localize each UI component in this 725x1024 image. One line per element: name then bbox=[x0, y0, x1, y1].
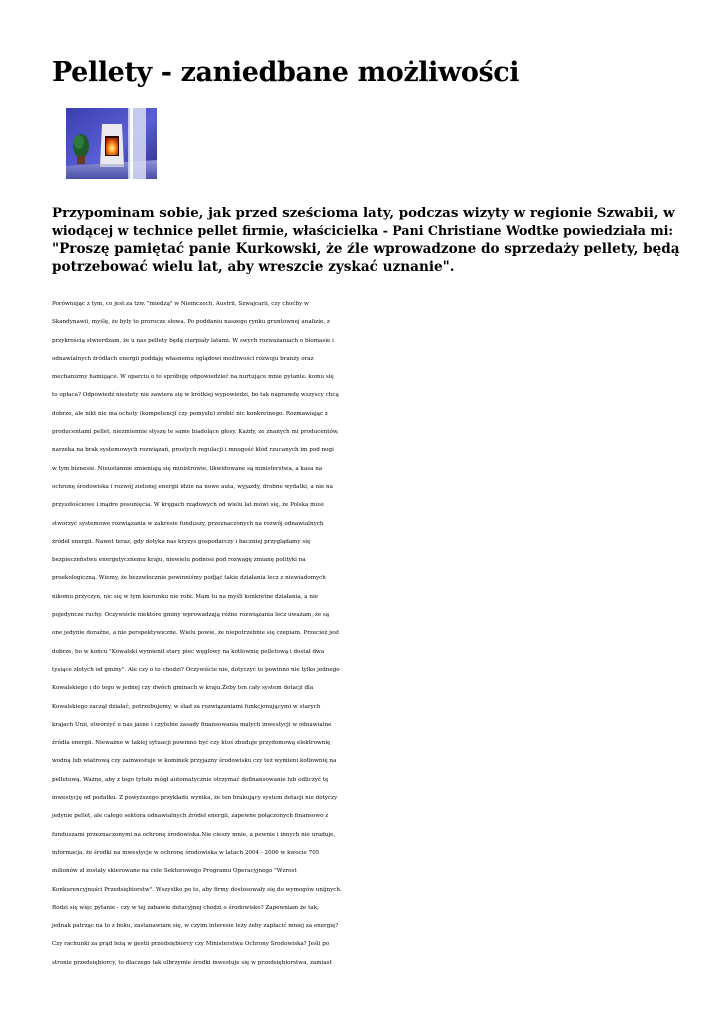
lead-line: wiodącej w technice pellet firmie, właścicielka - Pani Christiane Wodtke powiedziała mi: bbox=[52, 223, 674, 238]
body-line: wodną lub wiatrową czy zainwestuje w kominek przyjazny środowisku czy też wymieni kotłownię na bbox=[52, 758, 337, 765]
lead-line: "Proszę pamiętać panie Kurkowski, że źle wprowadzone do sprzedaży pellety, będą bbox=[52, 241, 680, 257]
body-line: milionów zł zostały skierowane na cele Sektorowego Programu Operacyjnego "Wzrost bbox=[52, 868, 297, 875]
body-line: inwestycję od podatku. Z powyższego przykładu wynika, że ten brakujący system dotacji nie dotyczy bbox=[52, 795, 338, 802]
body-line: pelletową. Ważne, aby z tego tytułu mógł automatycznie otrzymać dofinansowanie lub odliczyć tę bbox=[52, 776, 329, 783]
body-line: Rodzi się więc pytanie - czy w tej zabawie dotacyjnej chodzi o środowisko? Zapewniam że tak, bbox=[52, 904, 319, 911]
body-line: odnawialnych źródłach energii poddaję własnemu oglądowi możliwości rozwoju branży oraz bbox=[52, 355, 314, 362]
lead-line: potrzebować wielu lat, aby wreszcie zyskać uznanie". bbox=[52, 259, 455, 275]
body-line: narzeka na brak systemowych rozwiązań, prostych regulacji i mnogość kłód rzucanych im pod nogi bbox=[52, 447, 334, 454]
body-line: ochronę środowiska i rozwój zielonej energii idzie na nowe auta, wyjazdy, drobne wydatki, a nie na bbox=[52, 483, 333, 490]
body-line: pojedyncze ruchy. Oczywiście niektóre gminy wprowadzają różne rozwiązania lecz uważam, że są bbox=[52, 612, 330, 619]
body-line: tysiące złotych od gminy". Ale czy o to chodzi? Oczywiście nie, dotyczyć to powinno nie tylko jednego bbox=[52, 666, 340, 673]
body-line: mechanizmy hamujące. W oparciu o to spróbuję odpowiedzieć na nurtujące mnie pytanie. komu się bbox=[52, 374, 334, 381]
body-line: Konkurencyjności Przedsiębiorstw". Wszystko po to, aby firmy dostosowały się do wymogów unijnych. bbox=[52, 886, 342, 893]
lead-paragraph bbox=[52, 204, 682, 276]
body-line: źródła energii. Nieważne w takiej sytuacji powinno być czy ktoś zbuduje przydomową elektrownię bbox=[52, 740, 331, 747]
body-line: nikomu przyczyn, nic się w tym kierunku nie robi. Mam tu na myśli konkretne działania, a nie bbox=[52, 593, 319, 600]
body-line: Porównując z tym, co jest za tzw. "miedzą" w Niemczech, Austrii, Szwajcarii, czy choćby w bbox=[52, 301, 309, 307]
body-line: krajach Unii, stworzyć u nas jasne i czytelne zasady finansowania małych inwestycji w odnawialne bbox=[52, 721, 332, 728]
article-title: Pellety - zaniedbane możliwości bbox=[52, 57, 520, 88]
lead-line: Przypominam sobie, jak przed sześcioma laty, podczas wizyty w regionie Szwabii, w bbox=[52, 205, 675, 221]
body-line: stworzyć systemowe rozwiązania w zakresie funduszy, przeznaczonych na rozwój odnawialnych bbox=[52, 520, 324, 527]
body-line: proekologiczną. Wiemy, że bezzwłocznie powinniśmy podjąć takie działania lecz z niewiadomych bbox=[52, 575, 326, 582]
body-line: dobrze, ale nikt nie ma ochoty (kompetencji czy pomysłu) zrobić nic konkretnego. Rozmawiając z bbox=[52, 410, 328, 417]
body-line: Kowalskiego i do tego w jednej czy dwóch gminach w kraju.Żeby ten cały system dotacji dla bbox=[52, 685, 314, 692]
body-line: Czy rachunki za prąd leżą w gestii przedsiębiorcy czy Ministerstwa Ochrony Środowiska? Jeśli po bbox=[52, 941, 330, 948]
body-line: informacja, że środki na inwestycje w ochronę środowiska w latach 2004 - 2006 w kwocie 705 bbox=[52, 849, 320, 856]
body-line: producentami pellet, niezmiennie słyszę te same biadolące głosy. Każdy, ze znanych mi producentów, bbox=[52, 429, 339, 436]
body-line: stronie przedsiębiorcy, to dlaczego tak olbrzymie środki inwestuje się w przedsiębiorstwa, zamiast bbox=[52, 959, 332, 966]
body-line: przyszłościowe i mądre posunięcia. W kręgach rządowych od wielu lat mówi się, że Polska musi bbox=[52, 502, 324, 509]
body-line: jedynie pellet, ale całego sektora odnawialnych źródeł energii, zapewne połączonych finansowo z bbox=[52, 813, 329, 820]
body-line: bezpieczeństwu energetycznemu kraju, niewielu podnosi pod rozwagę zmianę polityki na bbox=[52, 557, 306, 564]
body-line: to opłaca? Odpowiedź niestety nie zawiera się w krótkiej wypowiedzi, bo tak naprawdę wszyscy chcą bbox=[52, 392, 339, 399]
body-line: źródeł energii. Nawet teraz, gdy dotyka nas kryzys gospodarczy i baczniej przyglądamy się bbox=[52, 538, 311, 545]
body-line: funduszami przeznaczonymi na ochronę środowiska.Nie cieszy mnie, a pewnie i innych nie uraduje, bbox=[52, 831, 336, 838]
body-line: w tym biznesie. Nieustannie zmieniają się ministrowie, likwidowane są ministerstwa, a kasa na bbox=[52, 465, 323, 472]
body-line: Kowalskiego zaczął działać, potrzebujemy, w ślad za rozwiązaniami funkcjonującymi w starych bbox=[52, 703, 321, 710]
body-paragraph bbox=[52, 295, 692, 972]
fireplace-photo-icon bbox=[66, 108, 157, 179]
body-line: przykrością stwierdzam, że u nas pellety będą cierpiały latami. W swych rozważaniach o biomasie i bbox=[52, 337, 334, 344]
body-line: Skandynawii, myślę, że były to prorocze słowa. Po poddaniu naszego rynku gruntownej analizie, z bbox=[52, 319, 330, 326]
body-line: jednak patrząc na to z boku, zastanawiam się, w czyim interesie leży żeby zapłacić mniej za energię? bbox=[52, 923, 339, 930]
body-line: one jedynie doraźne, a nie perspektywiczne. Wielu powie, że niepotrzebnie się czepiam. Przecież jest bbox=[52, 630, 340, 637]
body-line: dobrze, bo w końcu "Kowalski wymienił stary piec węglowy na kotłownię pelletową i dostał dwa bbox=[52, 648, 325, 655]
